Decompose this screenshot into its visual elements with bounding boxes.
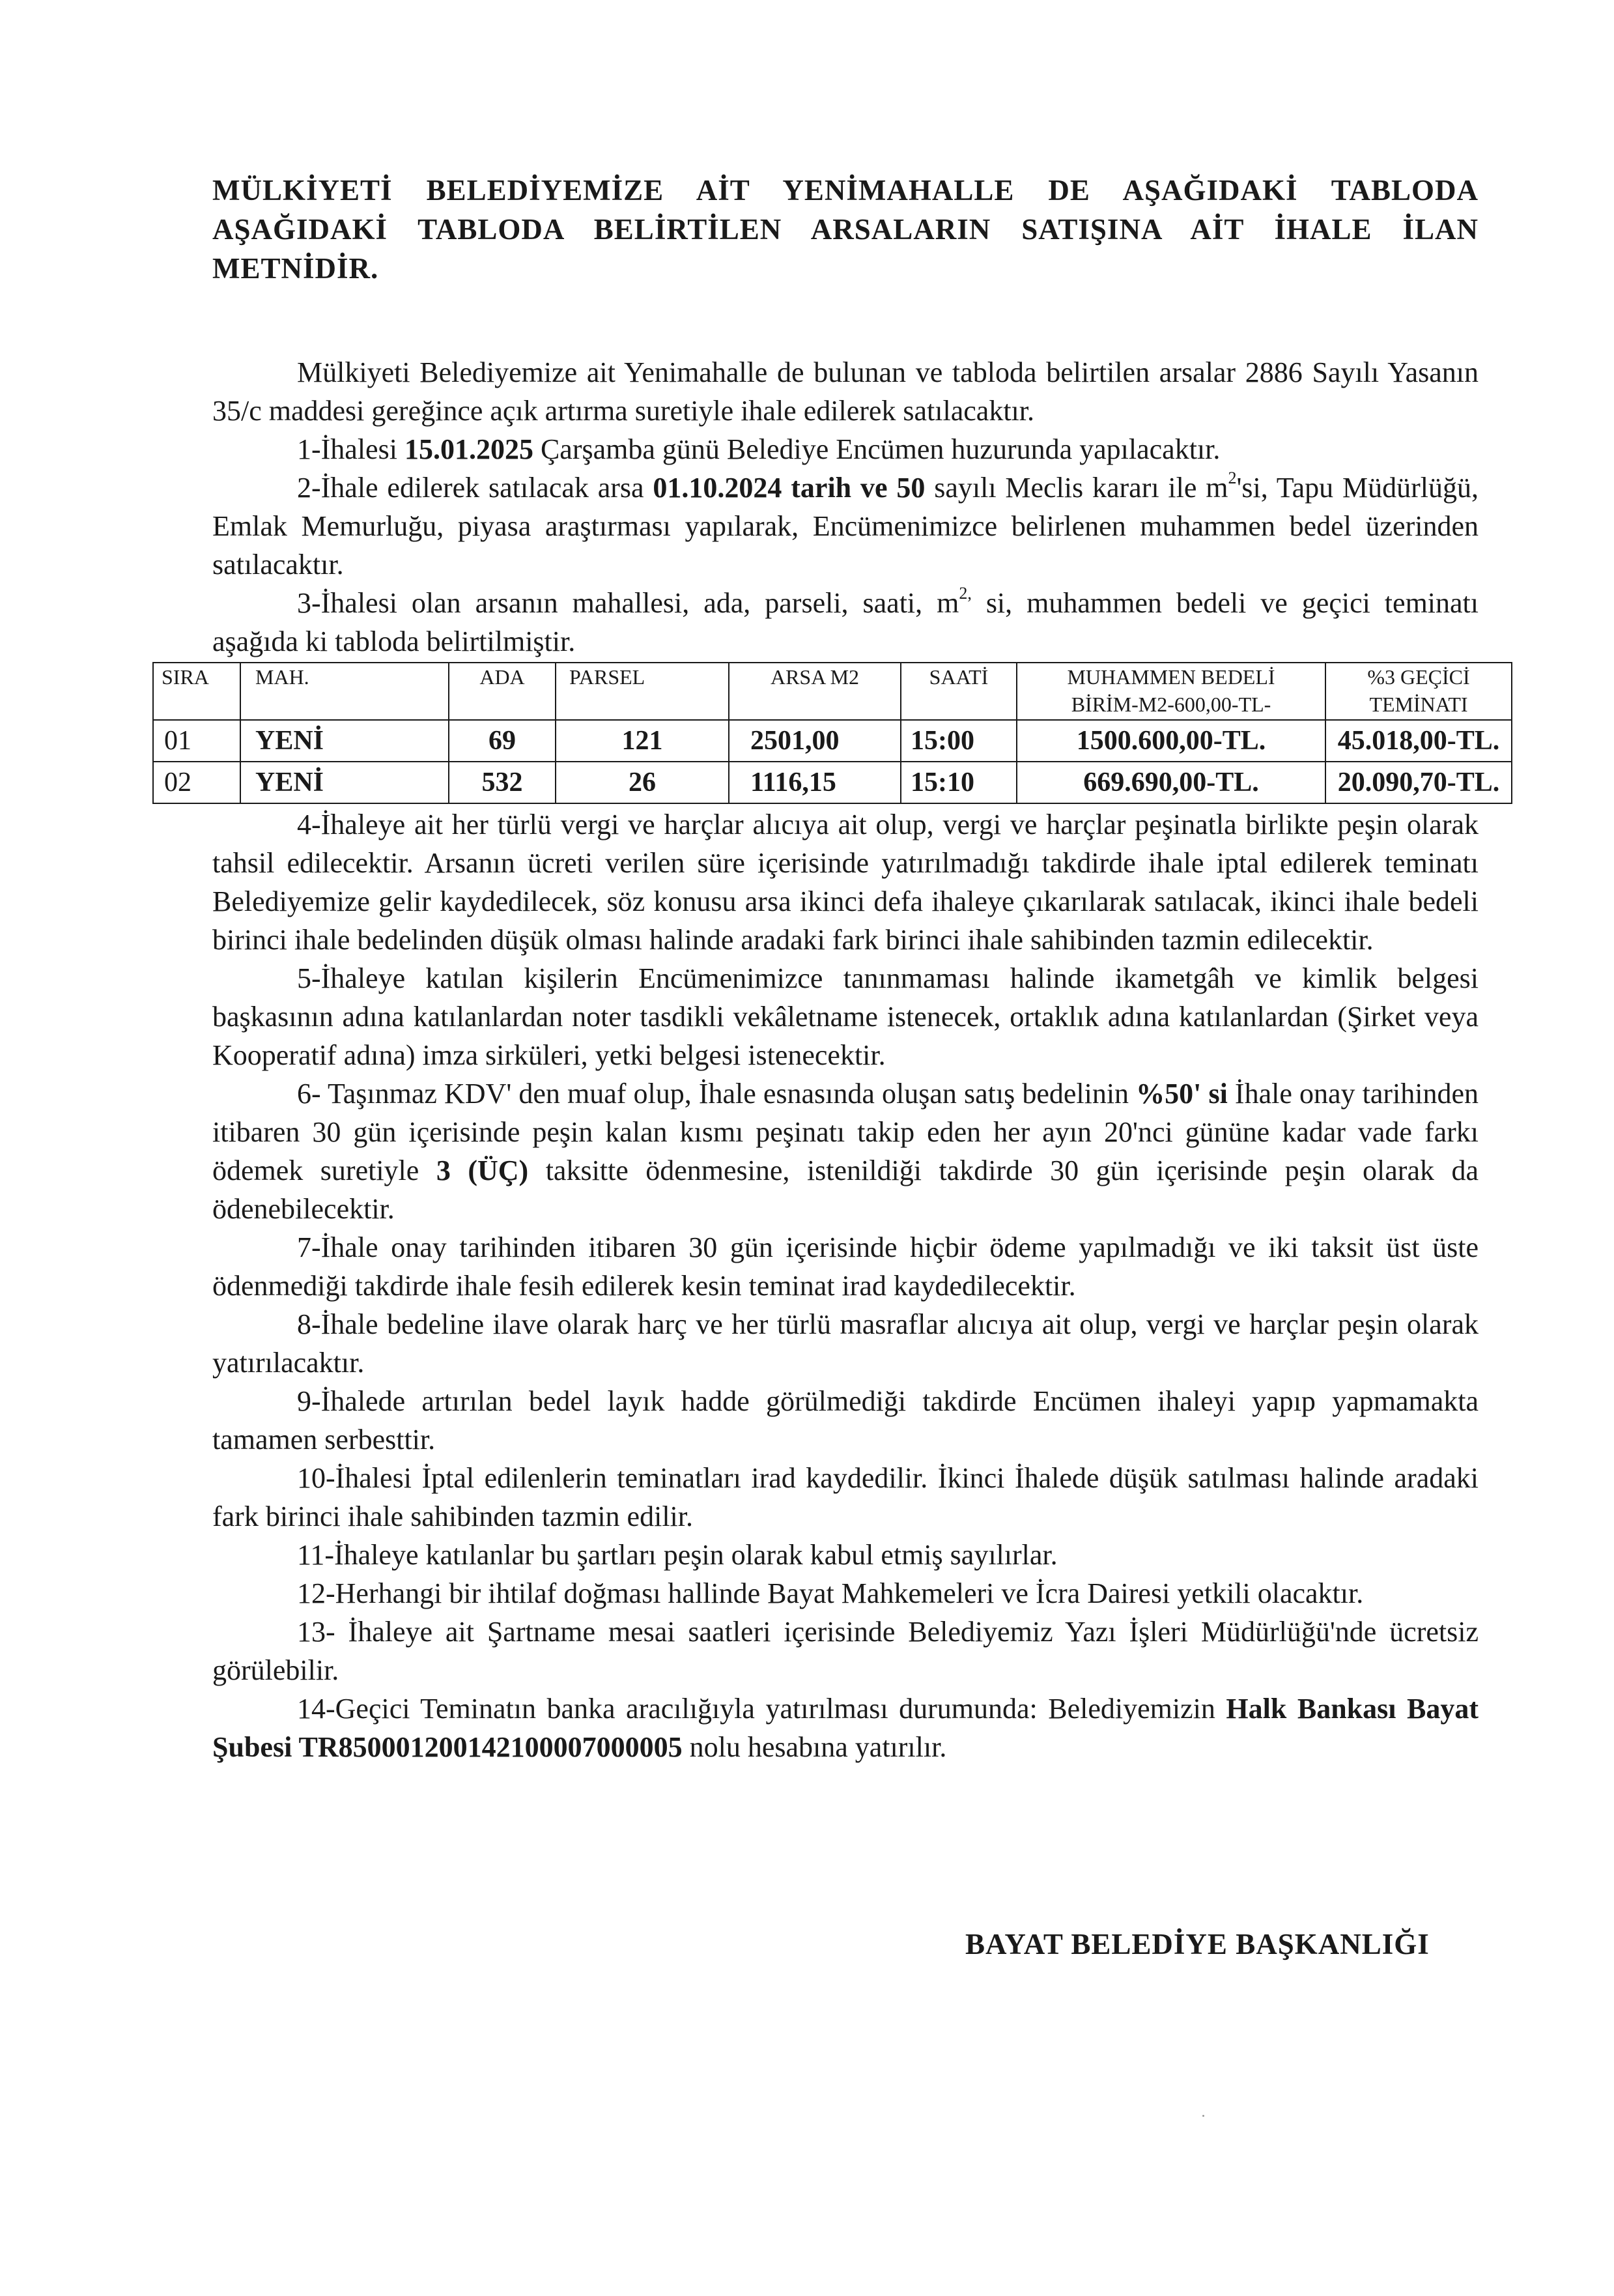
cell-teminat: 20.090,70-TL. [1325, 762, 1512, 803]
header-parsel: PARSEL [556, 663, 729, 720]
item-11: 11-İhaleye katılanlar bu şartları peşin olarak kabul etmiş sayılırlar. [297, 1539, 1058, 1571]
item-13: 13- İhaleye ait Şartname mesai saatleri içerisinde Belediyemiz Yazı İşleri Müdürlüğü'nde ücretsiz görülebilir. [212, 1616, 1479, 1686]
item-5: 5-İhaleye katılan kişilerin Encümenimizce tanınmaması halinde ikametgâh ve kimlik belgesi başkasının adına katılanlardan noter tasdikli vekâletname istenecek, ortaklık adına katılanlardan (Şirket veya Kooperatif adına) imza sirküleri, yetki belgesi istenecektir. [212, 962, 1479, 1071]
cell-saati: 15:10 [901, 762, 1017, 803]
header-ada: ADA [449, 663, 556, 720]
table-row [153, 720, 1512, 762]
parcel-table [152, 662, 1512, 804]
item-2: 2-İhale edilerek satılacak arsa 01.10.2024 tarih ve 50 sayılı Meclis kararı ile $m^2'si$, Tapu Müdürlüğü, Emlak Memurluğu, piyasa araştırması yapılarak, Encümenimizce belirlenen muhammen bedel üzerinden satılacaktır. [212, 468, 1479, 581]
item-6: 6- Taşınmaz KDV' den muaf olup, İhale esnasında oluşan satış bedelinin %50' si İhale onay tarihinden itibaren 30 gün içerisinde peşin kalan kısmı peşinatı takip eden her ayın 20'nci gününe kadar vade farkı ödemek suretiyle 3 (ÜÇ) taksitte ödenmesine, istenildiği takdirde 30 gün içerisinde peşin olarak da ödenebilecektir. [212, 1078, 1479, 1225]
document-body [162, 171, 1500, 1766]
header-saati: SAATİ [901, 663, 1017, 720]
signature-block: BAYAT BELEDİYE BAŞKANLIĞI [965, 1928, 1430, 1960]
header-teminat: %3 GEÇİCİ TEMİNATI [1325, 663, 1512, 720]
header-arsa: ARSA M2 [729, 663, 901, 720]
item-10: 10-İhalesi İptal edilenlerin teminatları irad kaydedilir. İkinci İhalede düşük satılması halinde aradaki fark birinci ihale sahibinden tazmin edilir. [212, 1462, 1479, 1532]
cell-arsa: 2501,00 [729, 720, 901, 762]
cell-arsa: 1116,15 [729, 762, 901, 803]
cell-sira: 01 [153, 720, 240, 762]
cell-ada: 69 [449, 720, 556, 762]
cell-sira: 02 [153, 762, 240, 803]
item-3: 3-İhalesi olan arsanın mahallesi, ada, parseli, saati, $m^{2,}$ si, muhammen bedeli ve geçici teminatı aşağıda ki tabloda belirtilmiştir. [212, 584, 1479, 657]
intro-paragraph: Mülkiyeti Belediyemize ait Yenimahalle de bulunan ve tabloda belirtilen arsalar 2886 Sayılı Yasanın 35/c maddesi gereğince açık artırma suretiyle ihale edilerek satılacaktır. [212, 356, 1479, 427]
item-12: 12-Herhangi bir ihtilaf doğması hallinde Bayat Mahkemeleri ve İcra Dairesi yetkili olacaktır. [297, 1577, 1364, 1609]
header-mah: MAH. [240, 663, 449, 720]
cell-teminat: 45.018,00-TL. [1325, 720, 1512, 762]
cell-mah: YENİ [240, 762, 449, 803]
header-sira: SIRA [153, 663, 240, 720]
table-header-row [153, 663, 1512, 720]
item-14: 14-Geçici Teminatın banka aracılığıyla yatırılması durumunda: Belediyemizin Halk Bankası Bayat Şubesi TR850001200142100007000005 nolu hesabına yatırılır. [212, 1693, 1479, 1763]
cell-muhammen: 669.690,00-TL. [1017, 762, 1325, 803]
item-4: 4-İhaleye ait her türlü vergi ve harçlar alıcıya ait olup, vergi ve harçlar peşinatla birlikte peşin olarak tahsil edilecektir. Arsanın ücreti verilen süre içerisinde yatırılmadığı takdirde ihale iptal edilerek teminatı Belediyemize gelir kaydedilecek, söz konusu arsa ikinci defa ihaleye çıkarılarak satılacak, ikinci ihale bedeli birinci ihale bedelinden düşük olması halinde aradaki fark birinci ihale sahibinden tazmin edilecektir. [212, 809, 1479, 956]
cell-saati: 15:00 [901, 720, 1017, 762]
item-7: 7-İhale onay tarihinden itibaren 30 gün içerisinde hiçbir ödeme yapılmadığı ve iki taksit üst üste ödenmediği takdirde ihale fesih edilerek kesin teminat irad kaydedilecektir. [212, 1231, 1479, 1302]
item-1: 1-İhalesi 15.01.2025 Çarşamba günü Belediye Encümen huzurunda yapılacaktır. [297, 433, 1221, 465]
cell-ada: 532 [449, 762, 556, 803]
cell-parsel: 121 [556, 720, 729, 762]
item-8: 8-İhale bedeline ilave olarak harç ve her türlü masraflar alıcıya ait olup, vergi ve harçlar peşin olarak yatırılacaktır. [212, 1308, 1479, 1379]
table-row [153, 762, 1512, 803]
item-9: 9-İhalede artırılan bedel layık hadde görülmediği takdirde Encümen ihaleyi yapıp yapmamakta tamamen serbesttir. [212, 1385, 1479, 1456]
document-title: MÜLKİYETİ BELEDİYEMİZE AİT YENİMAHALLE DE AŞAĞIDAKİ TABLODA AŞAĞIDAKİ TABLODA BELİRTİLEN ARSALARIN SATIŞINA AİT İHALE İLAN METNİDİR. [212, 174, 1479, 285]
cell-muhammen: 1500.600,00-TL. [1017, 720, 1325, 762]
cell-parsel: 26 [556, 762, 729, 803]
scan-speck [1202, 2115, 1204, 2117]
cell-mah: YENİ [240, 720, 449, 762]
header-muhammen: MUHAMMEN BEDELİ BİRİM-M2-600,00-TL- [1017, 663, 1325, 720]
